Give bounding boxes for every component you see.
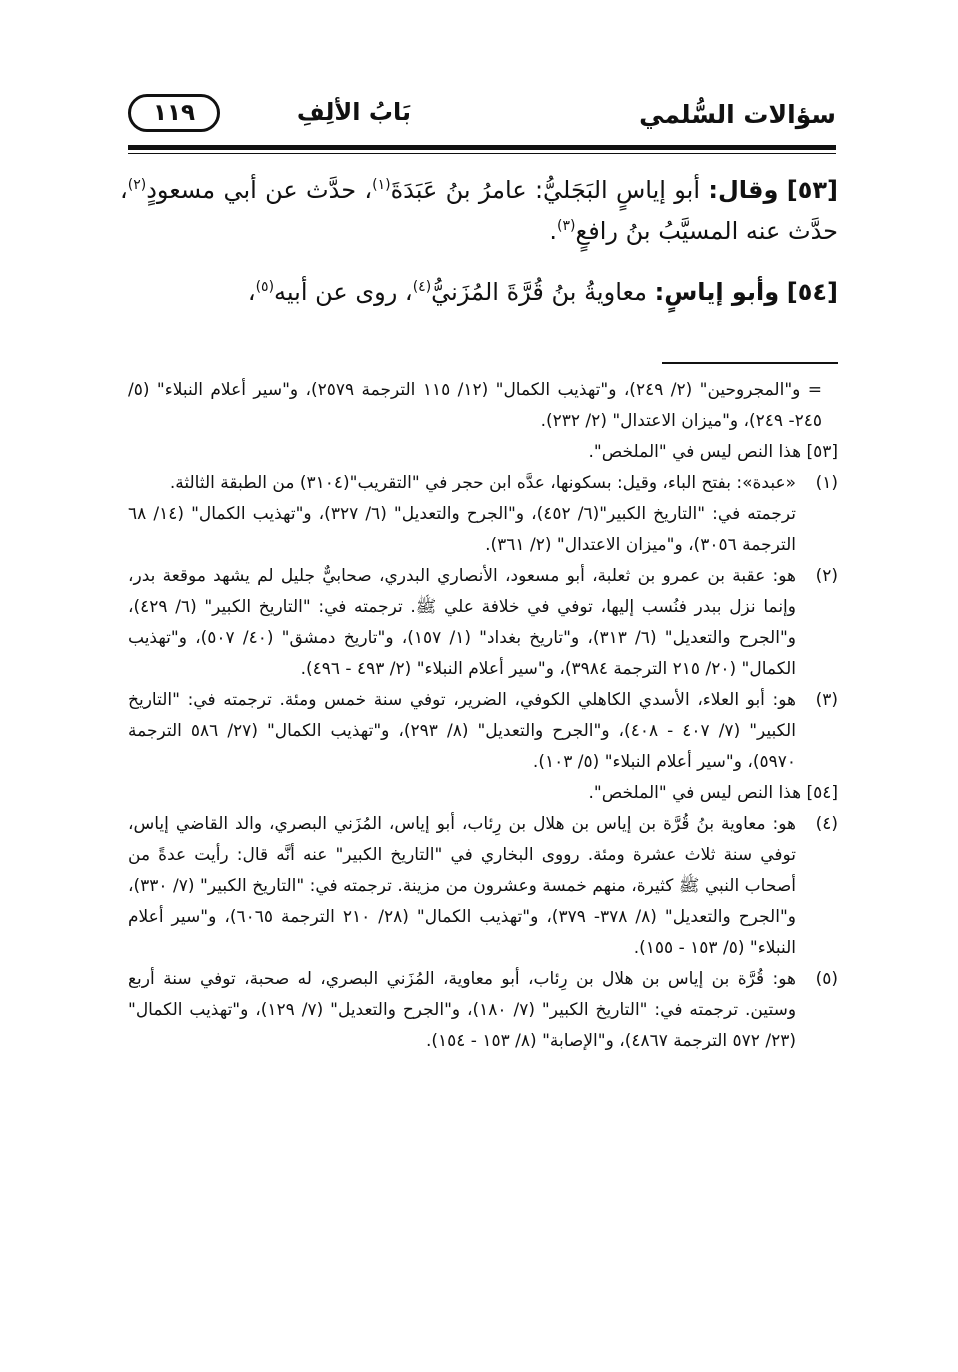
main-text [120,170,838,333]
footnote-number: (٢) [815,566,838,586]
book-title: سؤالات السُّلمي [639,100,836,129]
footnote-4 [128,809,838,964]
footnote-1-continued: ترجمته في: "التاريخ الكبير"(٦/ ٤٥٢)، و"الجرح والتعديل" (٦/ ٣٢٧)، و"تهذيب الكمال" (١٤/ ٦٨ الترجمة ٣٠٥٦)، و"ميزان الاعتدال" (٢/ ٣٦١). [128,504,796,555]
entry-text: معاويةُ بنُ قُرَّةَ المُزَنيُّ [431,278,647,306]
entry-53 [120,170,838,252]
footnote-ref: (٥) [255,279,275,295]
footnote-3 [128,685,838,778]
footnote-ref: (٣) [557,218,576,234]
footnote-continuation: = و"المجروحين" (٢/ ٢٤٩)، و"تهذيب الكمال" (١٢/ ١١٥ الترجمة ٢٥٧٩)، و"سير أعلام النبلاء" (٥/ ٢٤٥- ٢٤٩)، و"ميزان الاعتدال" (٢/ ٢٣٢). [128,380,823,431]
note-54: [٥٤] هذا النص ليس في "الملخص". [588,783,838,803]
footnote-text: هو: قُرَّة بن إياس بن هلال بن رِئاب، أبو معاوية، المُزَني البصري، له صحبة، توفي سنة أربع وستين. ترجمته في: "التاريخ الكبير" (٧/ ١٨٠)، و"الجرح والتعديل" (٧/ ١٢٩)، و"تهذيب الكمال" (٢٣/ ٥٧٢ الترجمة ٤٨٦٧)، و"الإصابة" (٨/ ١٥٣ - ١٥٤). [128,969,797,1051]
page-header [128,92,836,140]
page-number: ١١٩ [128,94,220,132]
note-53: [٥٣] هذا النص ليس في "الملخص". [588,442,838,462]
chapter-title: بَابُ الألِفِ [296,98,411,126]
footnote-number: (١) [815,473,838,493]
footnote-1 [128,468,838,499]
footnote-number: (٣) [815,690,838,710]
footnote-number: (٥) [815,969,838,989]
footnote-number: (٤) [815,814,838,834]
entry-number: [٥٤] [786,278,838,306]
entry-text: ، حدَّث عن أبي مسعودٍ [146,176,373,204]
footnote-5 [128,964,838,1057]
footnote-text: هو: أبو العلاء، الأسدي الكاهلي الكوفي، الضرير، توفي سنة خمس ومئة. ترجمته في: "التاريخ الكبير" (٧/ ٤٠٧ - ٤٠٨)، و"الجرح والتعديل" (٨/ ٢٩٣)، و"تهذيب الكمال" (٢٧/ ٥٨٦ الترجمة ٥٩٧٠)، و"سير أعلام النبلاء" (٥/ ١٠٣). [128,690,796,772]
entry-text: أبو إياسٍ البَجَليُّ: عامرُ بنُ عَبَدَةَ [390,176,701,204]
entry-text: ، [247,278,256,306]
footnote-ref: (٢) [127,177,147,193]
entry-text: . [549,217,558,245]
footnote-text: هو: معاوية بنُ قُرَّة بن إياس بن هلال بن رِئاب، أبو إياس، المُزَني البصري، والد القاضي إياس، توفي سنة ثلاث عشرة ومئة. رووى البخاري في "التاريخ الكبير" عنه أنَّه قال: رأيت عدةً من أصحاب النبي ﷺ كثيرة، منهم خمسة وعشرون من مزينة. ترجمته في: "التاريخ الكبير" (٧/ ٣٣٠)، و"الجرح والتعديل" (٨/ ٣٧٨- ٣٧٩)، و"تهذيب الكمال" (٢٨/ ٢١٠ الترجمة ٦٠٦٥)، و"سير أعلام النبلاء" (٥/ ١٥٣ - ١٥٥). [128,814,796,958]
entry-lead: وقال: [708,176,779,204]
footnote-separator [662,362,838,364]
entry-text: ، روى عن أبيه [274,278,413,306]
footnotes [128,375,838,1057]
header-rule-thin [128,153,836,154]
header-rule [128,145,836,150]
footnote-text: هو: عقبة بن عمرو بن ثعلبة، أبو مسعود، الأنصاري البدري، صحابيٌّ جليل لم يشهد موقعة بدر، وإنما نزل ببدر فنُسب إليها، توفي في خلافة علي ﷺ. ترجمته في: "التاريخ الكبير" (٦/ ٤٢٩)، و"الجرح والتعديل" (٦/ ٣١٣)، و"تاريخ بغداد" (١/ ١٥٧)، و"تاريخ دمشق" (٤٠/ ٥٠٧)، و"تهذيب الكمال" (٢٠/ ٢١٥ الترجمة ٣٩٨٤)، و"سير أعلام النبلاء" (٢/ ٤٩٣ - ٤٩٦). [128,566,796,679]
entry-lead: وأبو إياسٍ: [654,278,780,306]
footnote-text: «عبدة»: بفتح الباء، وقيل: بسكونها، عدَّه ابن حجر في "التقريب"(٣١٠٤) من الطبقة الثالثة. [169,473,796,493]
footnote-ref: (٤) [412,279,432,295]
entry-text: ، حدَّث عنه المسيَّبُ بنُ رافعٍ [120,176,838,245]
entry-54 [120,272,838,313]
entry-number: [٥٣] [786,176,838,204]
footnote-ref: (١) [372,177,391,193]
footnote-2 [128,561,838,685]
